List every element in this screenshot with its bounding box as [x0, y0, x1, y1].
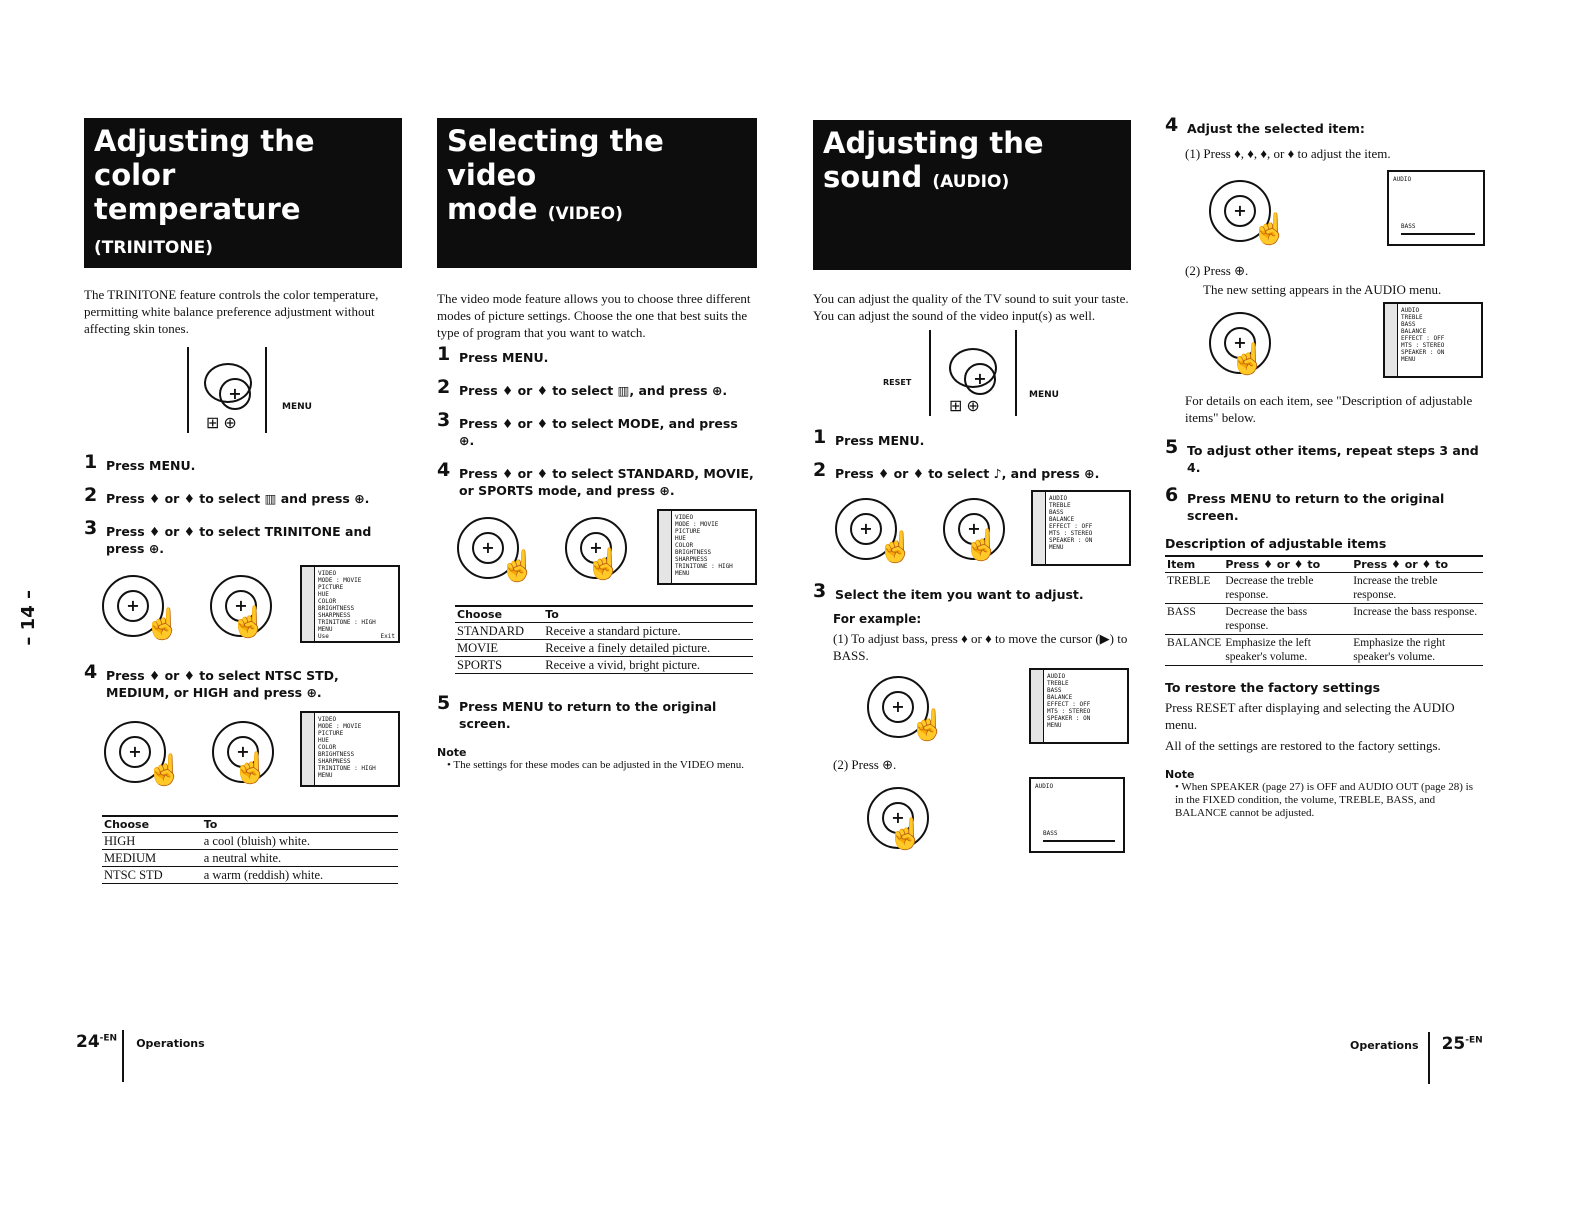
osd-video-menu: VIDEO MODE : MOVIE PICTURE HUE COLOR BRIGHTNESS SHARPNESS TRINITONE : HIGH MENU: [657, 509, 757, 585]
note-text: • When SPEAKER (page 27) is OFF and AUDIO OUT (page 28) is in the FIXED condition, the volume, TREBLE, BASS, and BALANCE cannot be adjusted.: [1175, 781, 1473, 819]
hand-icon: ☝: [230, 606, 268, 639]
remote-buttons-icon: ⊞ ⊕: [949, 398, 980, 415]
press-illustration: [813, 777, 1131, 865]
note-heading: Note: [437, 746, 467, 759]
menu-label: MENU: [1029, 390, 1059, 400]
adjust-sub-2-detail: The new setting appears in the AUDIO menu.: [1203, 282, 1442, 297]
restore-text-1: Press RESET after displaying and selecting the AUDIO menu.: [1165, 700, 1455, 732]
restore-heading: To restore the factory settings: [1165, 680, 1381, 695]
example-label: For example:: [833, 612, 922, 626]
step-5: 5 Press MENU to return to the original screen.: [437, 692, 717, 731]
table-row: BASS Decrease the bass response. Increase the bass response.: [1165, 604, 1483, 635]
menu-label: MENU: [282, 402, 312, 412]
restore-text-2: All of the settings are restored to the factory settings.: [1165, 738, 1441, 753]
remote-illustration: [84, 347, 402, 447]
video-mode-table: Choose To STANDARD Receive a standard picture. MOVIE Receive a finely detailed picture. SPORTS Receive a vivid, bright picture.: [455, 605, 753, 674]
table-row: HIGH a cool (bluish) white.: [102, 833, 398, 850]
adjust-sub-2: (2) Press ⊕.: [1185, 263, 1249, 278]
step-4: 4 Press ♦ or ♦ to select STANDARD, MOVIE, or SPORTS mode, and press ⊕.: [437, 459, 754, 498]
hand-icon: ☝: [499, 550, 537, 583]
hand-icon: ☝: [144, 608, 182, 641]
remote-illustration: [813, 330, 1131, 422]
trinitone-table: Choose To HIGH a cool (bluish) white. MEDIUM a neutral white. NTSC STD a warm (reddish) white.: [102, 815, 398, 884]
table-row: MEDIUM a neutral white.: [102, 850, 398, 867]
video-mode-banner: [437, 118, 757, 268]
step-1: 1 Press MENU.: [84, 451, 196, 473]
step-2: 2 Press ♦ or ♦ to select ♪, and press ⊕.: [813, 459, 1100, 481]
footer-right: Operations $25^{-EN}$: [1350, 1034, 1483, 1054]
step-1: 1 Press MENU.: [813, 426, 925, 448]
table-row: SPORTS Receive a vivid, bright picture.: [455, 657, 753, 674]
banner-title-line2: temperature: [94, 192, 301, 226]
table-row: MOVIE Receive a finely detailed picture.: [455, 640, 753, 657]
hand-icon: ☝: [146, 754, 184, 787]
banner-title-line2: sound: [823, 160, 923, 194]
banner-tag: (TRINITONE): [94, 238, 213, 258]
osd-bass-screen: AUDIO BASS: [1387, 170, 1485, 246]
hand-icon: ☝: [232, 752, 270, 785]
banner-tag: (VIDEO): [547, 204, 623, 224]
reset-label: RESET: [883, 378, 912, 387]
remote-buttons-icon: ⊞ ⊕: [206, 415, 237, 432]
color-temp-banner: [84, 118, 402, 268]
color-temp-intro: The TRINITONE feature controls the color temperature, permitting white balance preference adjustment without affecting skin tones.: [84, 287, 379, 336]
step2-illustration: [813, 490, 1131, 574]
hand-icon: ☝: [1229, 343, 1267, 376]
footer-divider: [122, 1030, 124, 1082]
step-2: 2 Press ♦ or ♦ to select ▥, and press ⊕.: [437, 376, 728, 398]
note-text: • The settings for these modes can be adjusted in the VIDEO menu.: [447, 759, 745, 771]
side-page-number: – 14 –: [18, 590, 39, 646]
banner-title-line1: Selecting the video: [447, 124, 664, 192]
desc-heading: Description of adjustable items: [1165, 536, 1387, 551]
page-number: 25: [1441, 1034, 1466, 1054]
footer-divider: [1428, 1032, 1430, 1084]
video-mode-section: [437, 118, 757, 772]
adjust-press-illustration: [1165, 302, 1483, 386]
step4-illustration: [437, 509, 757, 605]
banner-tag: (AUDIO): [932, 172, 1010, 192]
banner-title-line1: Adjusting the color: [94, 124, 315, 192]
example-step-1: (1) To adjust bass, press ♦ or ♦ to move the cursor (▶) to BASS.: [833, 631, 1128, 663]
adjust-sub-1: (1) Press ♦, ♦, ♦, or ♦ to adjust the item.: [1185, 146, 1391, 161]
hand-icon: ☝: [887, 818, 925, 851]
step-3: 3 Select the item you want to adjust.: [813, 580, 1084, 602]
sound-intro: You can adjust the quality of the TV sound to suit your taste. You can adjust the sound of the video input(s) as well.: [813, 291, 1129, 323]
osd-video-menu: VIDEO MODE : MOVIE PICTURE HUE COLOR BRIGHTNESS SHARPNESS TRINITONE : HIGH MENU: [300, 711, 400, 787]
note-heading: Note: [1165, 768, 1195, 781]
step-5: 5 To adjust other items, repeat steps 3 and 4.: [1165, 436, 1479, 475]
step-2: 2 Press ♦ or ♦ to select ▥ and press ⊕.: [84, 484, 370, 506]
table-row: STANDARD Receive a standard picture.: [455, 623, 753, 640]
hand-icon: ☝: [877, 531, 915, 564]
osd-audio-menu: AUDIO TREBLE BASS BALANCE EFFECT : OFF MTS : STEREO SPEAKER : ON MENU: [1383, 302, 1483, 378]
step-3: 3 Press ♦ or ♦ to select MODE, and press ⊕.: [437, 409, 738, 448]
joystick-icon: [949, 348, 997, 388]
hand-icon: ☝: [1251, 213, 1289, 246]
adjust-section: [1165, 114, 1483, 820]
adjustable-items-table: Item Press ♦ or ♦ to Press ♦ or ♦ to TREBLE Decrease the treble response. Increase the treble response. BASS Decrease the bass response. Increase the bass response. BALANCE Emphasize the left speaker's volume. Emphasize the right speaker's volume.: [1165, 555, 1483, 666]
sound-banner: [813, 120, 1131, 270]
osd-audio-menu: AUDIO TREBLE BASS BALANCE EFFECT : OFF MTS : STEREO SPEAKER : ON MENU: [1029, 668, 1129, 744]
step-6: 6 Press MENU to return to the original screen.: [1165, 484, 1445, 523]
video-mode-intro: The video mode feature allows you to choose three different modes of picture settings. Choose the one that best suits the type of program that you want to watch.: [437, 291, 751, 340]
joystick-icon: [204, 363, 252, 403]
example-step-2: (2) Press ⊕.: [833, 757, 897, 772]
table-row: NTSC STD a warm (reddish) white.: [102, 867, 398, 884]
osd-bass-screen: AUDIO BASS: [1029, 777, 1125, 853]
step3-illustration: [84, 565, 402, 653]
table-row: BALANCE Emphasize the left speaker's volume. Emphasize the right speaker's volume.: [1165, 635, 1483, 666]
color-temp-section: [84, 118, 402, 884]
details-text: For details on each item, see "Description of adjustable items" below.: [1185, 393, 1473, 425]
hand-icon: ☝: [963, 529, 1001, 562]
osd-video-menu: VIDEO MODE : MOVIE PICTURE HUE COLOR BRIGHTNESS SHARPNESS TRINITONE : HIGH MENU Use Exit: [300, 565, 400, 643]
step-4: 4 Adjust the selected item:: [1165, 114, 1365, 136]
banner-title-line2: mode: [447, 192, 538, 226]
step-4: 4 Press ♦ or ♦ to select NTSC STD, MEDIUM, or HIGH and press ⊕.: [84, 661, 339, 700]
step-1: 1 Press MENU.: [437, 343, 549, 365]
osd-audio-menu: AUDIO TREBLE BASS BALANCE EFFECT : OFF MTS : STEREO SPEAKER : ON MENU: [1031, 490, 1131, 566]
step4-illustration: [84, 709, 402, 801]
section-name: Operations: [1350, 1039, 1419, 1052]
table-row: TREBLE Decrease the treble response. Increase the treble response.: [1165, 573, 1483, 604]
banner-title-line1: Adjusting the: [823, 126, 1044, 160]
example-illustration: [813, 668, 1131, 752]
hand-icon: ☝: [909, 709, 947, 742]
sound-section: [813, 120, 1131, 865]
step-3: 3 Press ♦ or ♦ to select TRINITONE and press ⊕.: [84, 517, 372, 556]
hand-icon: ☝: [585, 548, 623, 581]
page-number: 24: [76, 1032, 100, 1052]
section-name: Operations: [136, 1037, 205, 1050]
adjust-illustration: [1165, 170, 1483, 256]
footer-left: $24^{-EN}$ Operations: [76, 1032, 205, 1052]
